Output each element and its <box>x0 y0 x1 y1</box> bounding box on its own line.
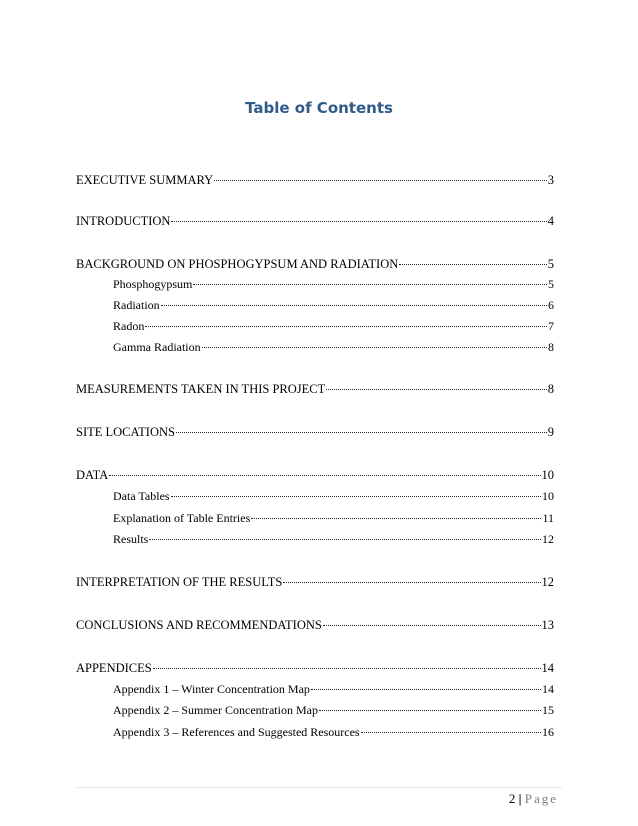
page-title: Table of Contents <box>245 99 393 117</box>
toc-entry-page-number: 5 <box>547 257 554 271</box>
toc-entry[interactable] <box>76 574 554 590</box>
toc-entry-page-number: 4 <box>547 214 554 228</box>
toc-entry[interactable] <box>113 339 554 355</box>
toc-entry-page-number: 14 <box>541 661 554 675</box>
toc-entry[interactable] <box>76 256 554 272</box>
toc-entry[interactable] <box>113 318 554 334</box>
footer-divider <box>76 787 562 788</box>
footer-page-label: Page <box>524 791 558 806</box>
toc-dot-leader <box>251 517 541 519</box>
toc-entry-title: DATA <box>76 468 109 482</box>
toc-entry-title: Appendix 2 – Summer Concentration Map <box>113 703 318 717</box>
toc-dot-leader <box>202 346 547 348</box>
toc-entry-title: BACKGROUND ON PHOSPHOGYPSUM AND RADIATION <box>76 257 399 271</box>
toc-entry[interactable] <box>113 724 554 740</box>
toc-entry[interactable] <box>113 510 554 526</box>
toc-entry-page-number: 14 <box>542 682 554 696</box>
toc-entry[interactable] <box>76 660 554 676</box>
toc-dot-leader <box>149 538 541 540</box>
toc-entry-title: Data Tables <box>113 489 170 503</box>
toc-entry-page-number: 9 <box>547 425 554 439</box>
toc-entry-page-number: 5 <box>548 277 554 291</box>
toc-dot-leader <box>311 688 541 690</box>
toc-dot-leader <box>153 667 541 669</box>
toc-entry-page-number: 8 <box>548 340 554 354</box>
toc-entry[interactable] <box>113 531 554 547</box>
toc-entry-title: SITE LOCATIONS <box>76 425 175 439</box>
footer-separator: | <box>518 791 522 806</box>
toc-entry-title: Gamma Radiation <box>113 340 201 354</box>
toc-entry-title: Appendix 1 – Winter Concentration Map <box>113 682 310 696</box>
toc-entry-title: INTRODUCTION <box>76 214 171 228</box>
toc-entry-title: EXECUTIVE SUMMARY <box>76 173 214 187</box>
toc-entry-title: INTERPRETATION OF THE RESULTS <box>76 575 283 589</box>
toc-dot-leader <box>193 283 547 285</box>
toc-entry-page-number: 10 <box>542 489 554 503</box>
toc-entry[interactable] <box>76 381 554 397</box>
toc-entry-page-number: 12 <box>541 575 554 589</box>
toc-dot-leader <box>399 263 546 265</box>
toc-entry-title: Phosphogypsum <box>113 277 193 291</box>
toc-entry-page-number: 8 <box>547 382 554 396</box>
toc-entry-title: Radiation <box>113 298 160 312</box>
page-footer <box>509 791 558 807</box>
toc-entry-page-number: 7 <box>548 319 554 333</box>
toc-entry[interactable] <box>113 488 554 504</box>
toc-dot-leader <box>145 325 547 327</box>
toc-dot-leader <box>283 581 540 583</box>
toc-entry[interactable] <box>113 681 554 697</box>
toc-dot-leader <box>171 220 546 222</box>
toc-dot-leader <box>323 624 541 626</box>
toc-entry-title: MEASUREMENTS TAKEN IN THIS PROJECT <box>76 382 326 396</box>
toc-dot-leader <box>171 495 541 497</box>
toc-dot-leader <box>326 388 547 390</box>
toc-entry-page-number: 11 <box>542 511 554 525</box>
toc-entry-title: Radon <box>113 319 145 333</box>
toc-entry-title: Results <box>113 532 149 546</box>
toc-entry-page-number: 12 <box>542 532 554 546</box>
toc-entry-page-number: 15 <box>542 703 554 717</box>
toc-entry[interactable] <box>113 297 554 313</box>
toc-entry[interactable] <box>113 702 554 718</box>
toc-entry[interactable] <box>76 617 554 633</box>
toc-entry[interactable] <box>113 276 554 292</box>
toc-entry-page-number: 3 <box>547 173 554 187</box>
toc-entry[interactable] <box>76 213 554 229</box>
footer-page-number: 2 <box>508 791 516 806</box>
toc-dot-leader <box>214 179 547 181</box>
toc-entry-page-number: 16 <box>542 725 554 739</box>
toc-entry[interactable] <box>76 172 554 188</box>
toc-dot-leader <box>176 431 547 433</box>
toc-entry-page-number: 13 <box>541 618 554 632</box>
toc-entry[interactable] <box>76 467 554 483</box>
toc-dot-leader <box>361 731 541 733</box>
toc-dot-leader <box>161 304 547 306</box>
toc-entry-title: APPENDICES <box>76 661 152 675</box>
toc-dot-leader <box>109 474 540 476</box>
toc-entry-title: Explanation of Table Entries <box>113 511 251 525</box>
toc-entry[interactable] <box>76 424 554 440</box>
toc-entry-title: Appendix 3 – References and Suggested Resources <box>113 725 360 739</box>
toc-entry-page-number: 6 <box>548 298 554 312</box>
toc-entry-title: CONCLUSIONS AND RECOMMENDATIONS <box>76 618 322 632</box>
toc-entry-page-number: 10 <box>541 468 554 482</box>
toc-dot-leader <box>319 709 541 711</box>
